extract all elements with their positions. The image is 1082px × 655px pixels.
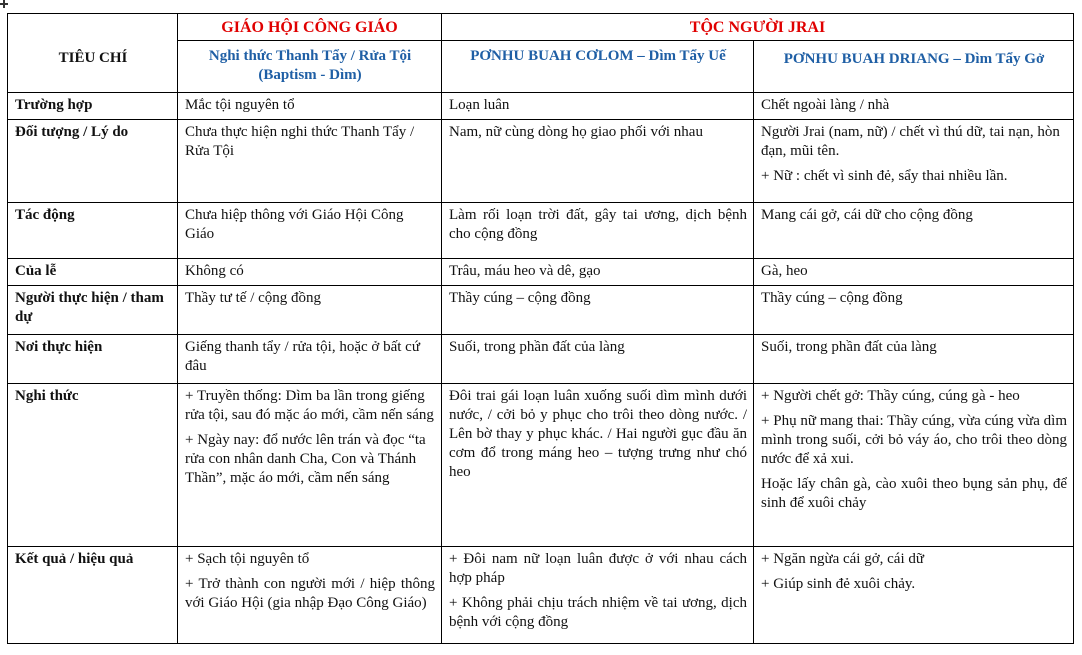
criterion-cell: Người thực hiện / tham dự — [8, 286, 178, 335]
header-col-catholic: Nghi thức Thanh Tẩy / Rửa Tội (Baptism - Dìm) — [178, 41, 442, 93]
jrai-1-cell — [442, 203, 754, 259]
header-row-columns — [8, 41, 1074, 93]
cell-paragraph: Mang cái gở, cái dữ cho cộng đồng — [761, 207, 973, 223]
jrai-1-cell — [442, 120, 754, 203]
cell-paragraph: Nam, nữ cùng dòng họ giao phối với nhau — [449, 124, 703, 140]
jrai-1-cell — [442, 384, 754, 547]
cell-paragraph: Thầy tư tế / cộng đồng — [185, 290, 322, 306]
cell-paragraph: Hoặc lấy chân gà, cào xuôi theo bụng sản phụ, để sinh để xuôi chảy — [761, 476, 1068, 511]
cell-paragraph: Loạn luân — [449, 97, 510, 113]
cell-paragraph: + Người chết gở: Thầy cúng, cúng gà - heo — [761, 388, 1020, 404]
header-col-jrai-1: PƠNHU BUAH CƠLOM – Dìm Tẩy Uế — [442, 41, 754, 93]
cell-paragraph: Trâu, máu heo và dê, gạo — [449, 263, 601, 279]
criterion-cell: Đối tượng / Lý do — [8, 120, 178, 203]
move-handle-icon[interactable] — [0, 0, 8, 8]
table-row — [8, 203, 1074, 259]
cell-paragraph: Chưa hiệp thông với Giáo Hội Công Giáo — [185, 207, 404, 242]
cell-paragraph: + Sạch tội nguyên tổ — [185, 551, 310, 567]
criterion-cell: Trường hợp — [8, 93, 178, 120]
header-group-jrai: TỘC NGƯỜI JRAI — [442, 14, 1074, 41]
cell-paragraph: Mắc tội nguyên tổ — [185, 97, 295, 113]
criterion-cell: Nơi thực hiện — [8, 335, 178, 384]
cell-paragraph: + Truyền thống: Dìm ba lần trong giếng rửa tội, sau đó mặc áo mới, cầm nến sáng — [185, 388, 434, 423]
table-row — [8, 335, 1074, 384]
jrai-2-cell — [754, 93, 1074, 120]
catholic-cell — [178, 335, 442, 384]
table-row — [8, 384, 1074, 547]
catholic-cell — [178, 259, 442, 286]
jrai-1-cell — [442, 547, 754, 644]
cell-paragraph: + Ngăn ngừa cái gở, cái dữ — [761, 551, 925, 567]
catholic-cell — [178, 384, 442, 547]
table-row — [8, 286, 1074, 335]
header-row-groups — [8, 14, 1074, 41]
catholic-cell — [178, 93, 442, 120]
cell-paragraph: Giếng thanh tẩy / rửa tội, hoặc ở bất cứ đâu — [185, 339, 420, 374]
jrai-2-cell — [754, 286, 1074, 335]
cell-paragraph: + Phụ nữ mang thai: Thầy cúng, vừa cúng vừa dìm mình trong suối, cởi bỏ váy áo, cho trôi theo dòng nước để xả xui. — [761, 413, 1068, 467]
header-group-catholic: GIÁO HỘI CÔNG GIÁO — [178, 14, 442, 41]
criterion-cell: Tác động — [8, 203, 178, 259]
cell-paragraph: Suối, trong phần đất của làng — [449, 339, 625, 355]
jrai-2-cell — [754, 120, 1074, 203]
catholic-cell — [178, 120, 442, 203]
jrai-2-cell — [754, 203, 1074, 259]
cell-paragraph: Chưa thực hiện nghi thức Thanh Tẩy / Rửa Tội — [185, 124, 415, 159]
table-row — [8, 547, 1074, 644]
cell-paragraph: + Ngày nay: đổ nước lên trán và đọc “ta rửa con nhân danh Cha, Con và Thánh Thần”, mặc áo mới, cầm nến sáng — [185, 432, 426, 486]
cell-paragraph: + Giúp sinh đẻ xuôi chảy. — [761, 576, 916, 592]
cell-paragraph: Làm rối loạn trời đất, gây tai ương, dịch bệnh cho cộng đồng — [449, 207, 747, 242]
cell-paragraph: Suối, trong phần đất của làng — [761, 339, 937, 355]
jrai-2-cell — [754, 547, 1074, 644]
catholic-cell — [178, 203, 442, 259]
cell-paragraph: Đôi trai gái loạn luân xuống suối dìm mình dưới nước, / cởi bỏ y phục cho trôi theo dòng nước. / Lên bờ thay y phục khác. / Hai người gục đầu ăn cơm đổ trong máng heo – tượng trưng như chó heo — [449, 388, 747, 480]
comparison-table — [7, 13, 1074, 644]
criterion-cell: Kết quả / hiệu quả — [8, 547, 178, 644]
jrai-1-cell — [442, 259, 754, 286]
cell-paragraph: Gà, heo — [761, 263, 808, 279]
catholic-cell — [178, 547, 442, 644]
header-blank-cell — [8, 14, 178, 41]
jrai-2-cell — [754, 335, 1074, 384]
jrai-1-cell — [442, 335, 754, 384]
jrai-2-cell — [754, 259, 1074, 286]
header-col-jrai-2: PƠNHU BUAH DRIANG – Dìm Tẩy Gở — [754, 41, 1074, 93]
header-criteria: TIÊU CHÍ — [8, 41, 178, 93]
jrai-2-cell — [754, 384, 1074, 547]
cell-paragraph: + Không phải chịu trách nhiệm về tai ương, dịch bệnh với cộng đồng — [449, 595, 747, 630]
catholic-cell — [178, 286, 442, 335]
cell-paragraph: + Trở thành con người mới / hiệp thông với Giáo Hội (gia nhập Đạo Công Giáo) — [185, 576, 435, 611]
cell-paragraph: Chết ngoài làng / nhà — [761, 97, 890, 113]
criterion-cell: Nghi thức — [8, 384, 178, 547]
table-row — [8, 259, 1074, 286]
cell-paragraph: + Nữ : chết vì sinh đẻ, sẩy thai nhiều lần. — [761, 168, 1008, 184]
cell-paragraph: Người Jrai (nam, nữ) / chết vì thú dữ, tai nạn, hòn đạn, mũi tên. — [761, 124, 1060, 159]
cell-paragraph: Không có — [185, 263, 244, 279]
cell-paragraph: + Đôi nam nữ loạn luân được ở với nhau cách hợp pháp — [449, 551, 747, 586]
cell-paragraph: Thầy cúng – cộng đồng — [761, 290, 903, 306]
jrai-1-cell — [442, 286, 754, 335]
cell-paragraph: Thầy cúng – cộng đồng — [449, 290, 591, 306]
table-row — [8, 93, 1074, 120]
table-row — [8, 120, 1074, 203]
jrai-1-cell — [442, 93, 754, 120]
criterion-cell: Của lễ — [8, 259, 178, 286]
